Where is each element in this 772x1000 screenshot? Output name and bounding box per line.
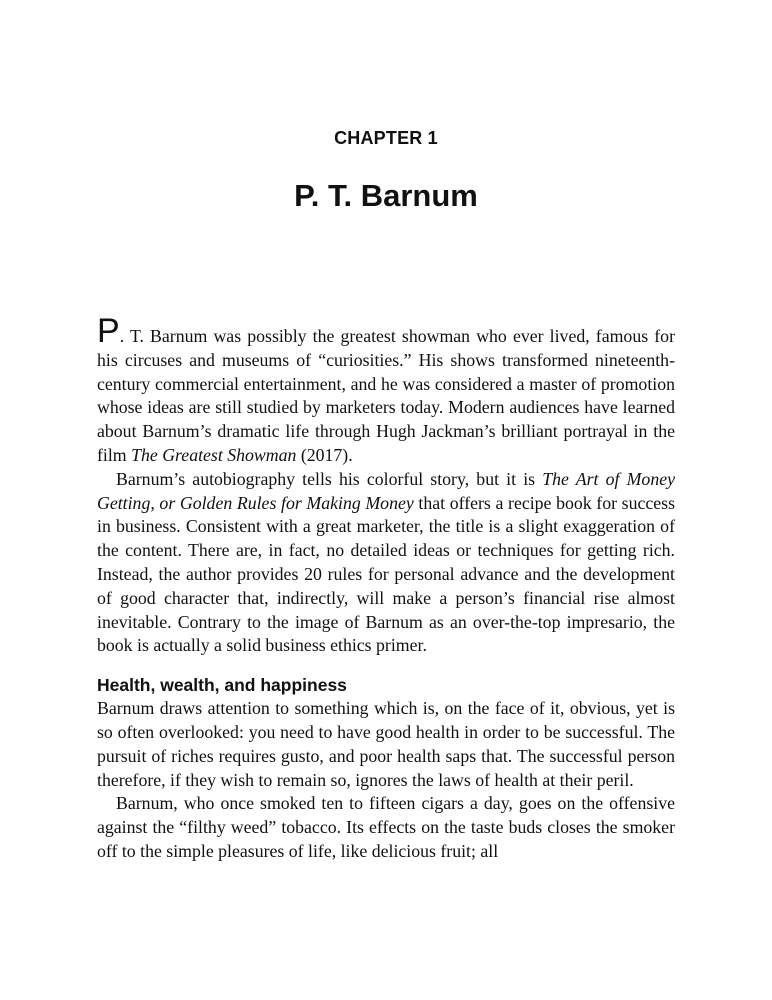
drop-cap: P	[97, 312, 120, 350]
film-title: The Greatest Showman	[131, 444, 297, 465]
paragraph-intro	[97, 312, 675, 468]
paragraph-autobiography-text-a: Barnum’s autobiography tells his colorful story, but it is	[116, 468, 543, 489]
chapter-title: P. T. Barnum	[294, 178, 478, 213]
paragraph-intro-text-a: . T. Barnum was possibly the greatest showman who ever lived, famous for his circuses and museums of “curiosities.” His shows transformed nineteenth-century commercial entertainment, and he was considered a master of promotion whose ideas are still studied by marketers today. Modern audiences have learned about Barnum’s dramatic life through Hugh Jackman’s brilliant portrayal in the film	[97, 326, 675, 465]
book-title: The Art of Money Getting, or Golden Rules for Making Money	[97, 468, 675, 513]
book-page	[97, 0, 675, 1000]
body-text	[97, 312, 675, 864]
paragraph-health: Barnum draws attention to something which is, on the face of it, obvious, yet is so often overlooked: you need to have good health in order to be successful. The pursuit of riches requires gusto, and poor health saps that. The successful person therefore, if they wish to remain so, ignores the laws of health at their peril.	[97, 698, 675, 790]
paragraph-autobiography	[97, 468, 675, 658]
paragraph-autobiography-text-b: that offers a recipe book for success in business. Consistent with a great marketer, the title is a slight exaggeration of the content. There are, in fact, no detailed ideas or techniques for getting rich. Instead, the author provides 20 rules for personal advance and the development of good character that, indirectly, will make a person’s financial rise almost inevitable. Contrary to the image of Barnum as an over-the-top impresario, the book is actually a solid business ethics primer.	[97, 492, 675, 656]
paragraph-tobacco: Barnum, who once smoked ten to fifteen cigars a day, goes on the offensive against the “filthy weed” tobacco. Its effects on the taste buds closes the smoker off to the simple pleasures of life, like delicious fruit; all	[97, 793, 675, 861]
chapter-label: CHAPTER 1	[334, 128, 438, 148]
section-heading: Health, wealth, and happiness	[97, 675, 347, 696]
paragraph-intro-text-b: (2017).	[296, 444, 353, 465]
